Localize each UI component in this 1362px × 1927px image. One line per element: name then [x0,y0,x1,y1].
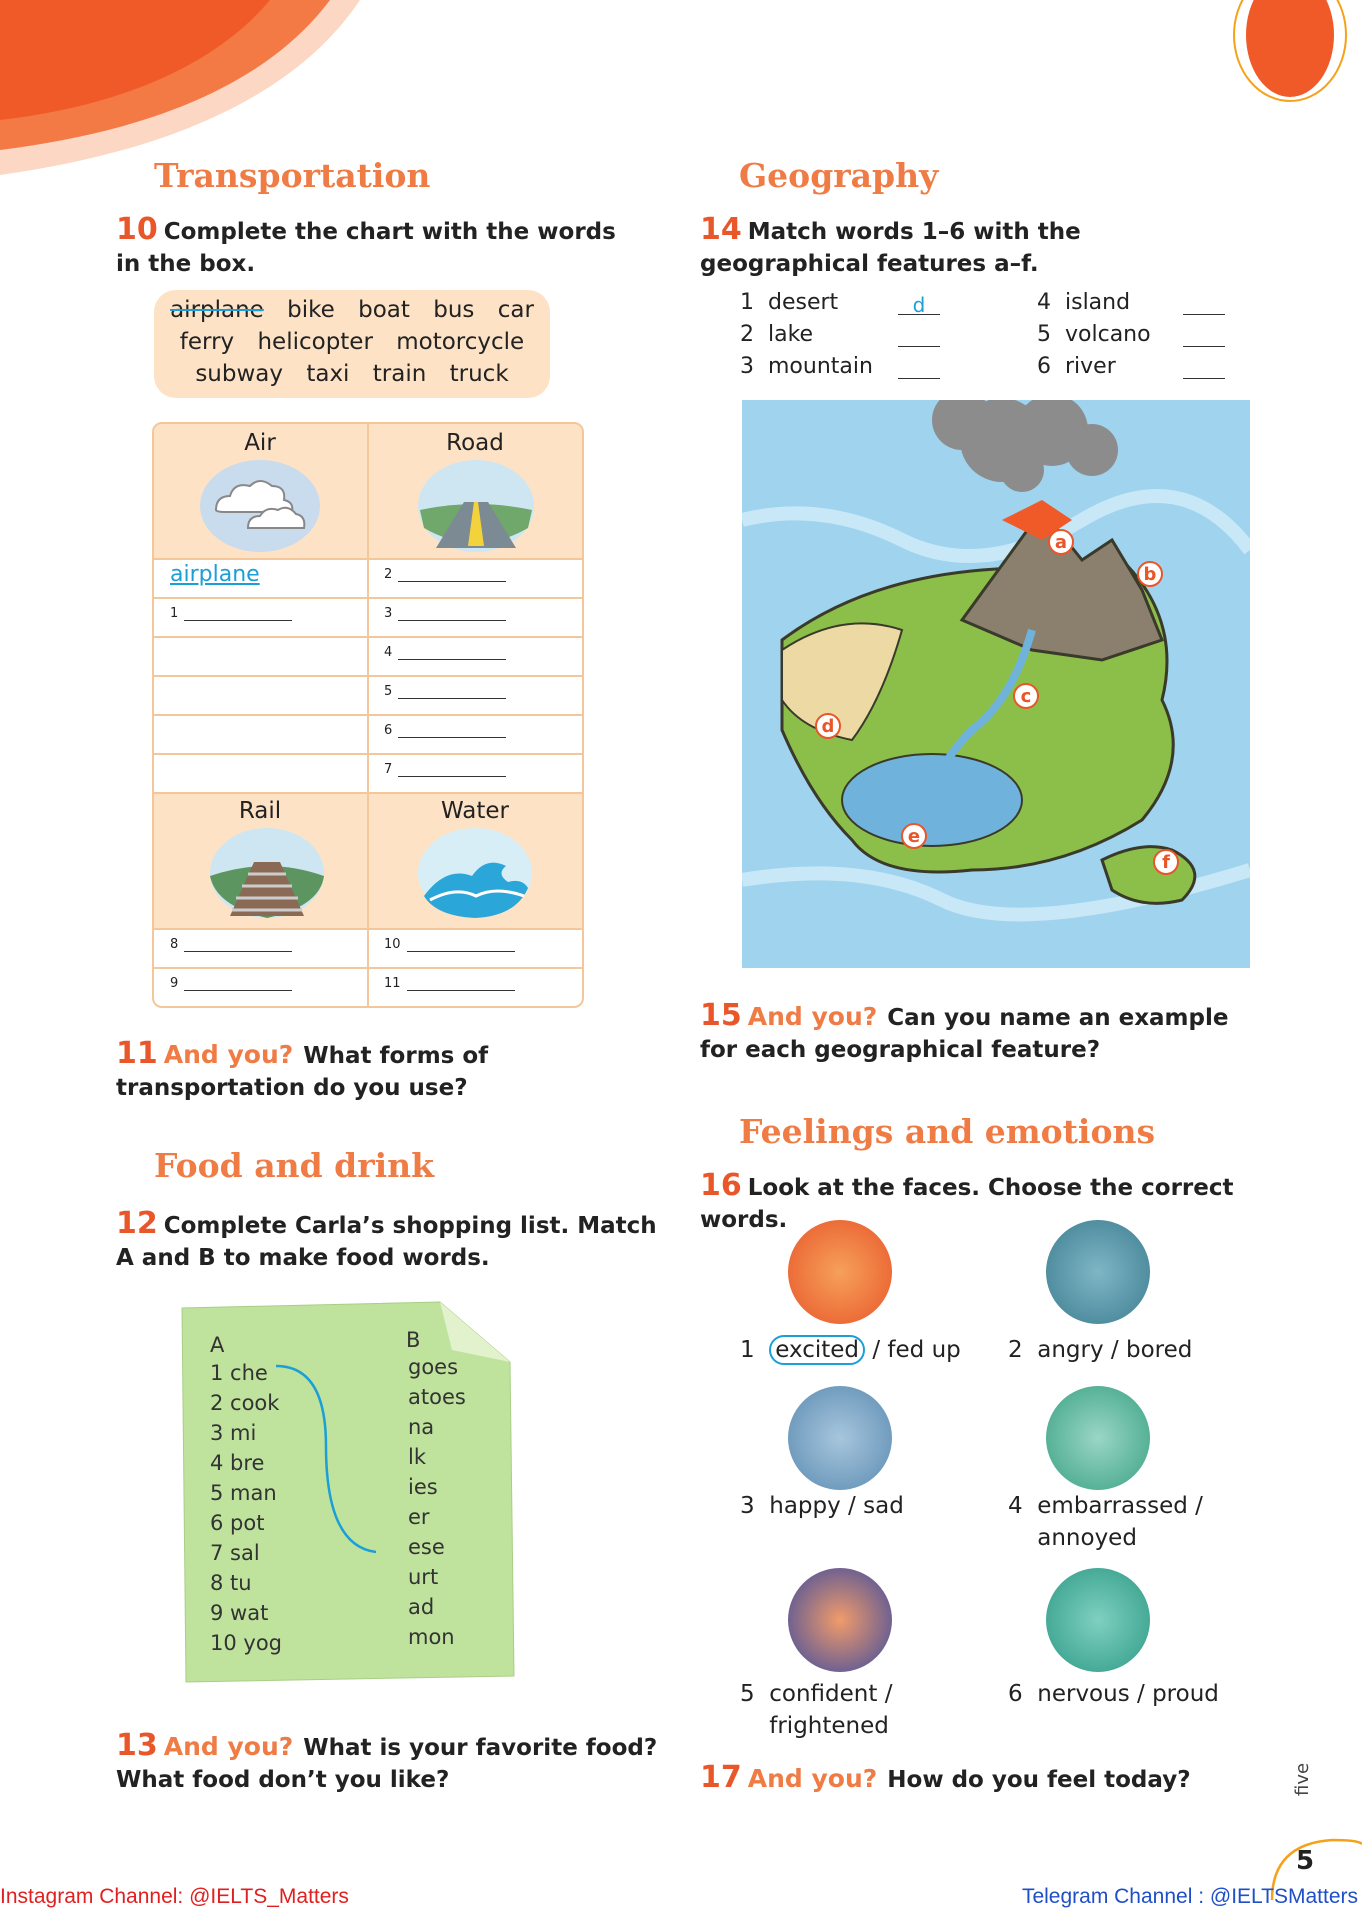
list-item: 3 mi [210,1421,257,1445]
word-subway: subway [195,361,284,387]
wave-icon [416,826,534,920]
exercise-17: 17 And you? How do you feel today? [700,1760,1191,1795]
exercise-14: 14 Match words 1–6 with the geographical features a–f. [700,212,1081,277]
map-label-b [1138,562,1162,586]
exercise-11: 11 And you? What forms of transportation do you use? [116,1036,489,1101]
exercise-11-text: What forms of transportation do you use? [116,1043,489,1101]
exercise-12: 12 Complete Carla’s shopping list. Match A and B to make food words. [116,1206,657,1271]
face-6-option-b[interactable]: proud [1152,1681,1219,1707]
word-bus: bus [433,297,475,323]
list-item: ies [408,1475,438,1499]
blank-8[interactable]: 8 [170,937,292,952]
word-train: train [372,361,427,387]
geo-answer-5[interactable] [1183,328,1225,347]
blank-5[interactable]: 5 [384,684,506,699]
svg-text:b: b [1143,564,1157,585]
footer-instagram[interactable]: Instagram Channel: @IELTS_Matters [0,1885,349,1908]
geo-answer-6[interactable] [1183,360,1225,379]
geography-title: Geography [739,156,939,195]
face-2-option-b[interactable]: bored [1125,1337,1193,1363]
blank-9[interactable]: 9 [170,976,292,991]
svg-text:f: f [1162,852,1170,873]
list-item: na [408,1415,435,1439]
list-item: 9 wat [210,1601,269,1625]
face-5-avatar [788,1568,892,1672]
exercise-14-text: Match words 1–6 with the geographical features a–f. [700,219,1081,277]
face-6-caption: 6 nervous / proud [1008,1681,1219,1707]
list-item: 7 sal [210,1541,260,1565]
list-item: goes [408,1355,459,1379]
list-item: mon [408,1625,455,1649]
rail-icon [208,826,326,920]
map-label-e [902,824,926,848]
blank-11[interactable]: 11 [384,976,515,991]
map-label-f [1154,850,1178,874]
footer-telegram[interactable]: Telegram Channel : @IELTSMatters [1021,1885,1358,1908]
transport-chart [152,422,584,1008]
geo-item-4: 4 island [1037,290,1225,315]
page-number: 5 [1296,1846,1315,1876]
list-item: ese [408,1535,445,1559]
geo-item-2: 2 lake [740,322,940,347]
list-item: 4 bre [210,1451,265,1475]
geo-item-3: 3 mountain [740,354,940,379]
page-word: five [1292,1762,1313,1796]
geo-item-6: 6 river [1037,354,1225,379]
list-item: atoes [408,1385,466,1409]
blank-1[interactable]: 1 [170,606,292,621]
list-item: 5 man [210,1481,277,1505]
note-col-a-title: A [210,1333,225,1357]
list-item: ad [408,1595,435,1619]
list-item: 6 pot [210,1511,265,1535]
island-illustration [742,400,1250,968]
face-4-option-b[interactable]: annoyed [1037,1525,1137,1551]
list-item: 8 tu [210,1571,252,1595]
blank-2[interactable]: 2 [384,567,506,582]
exercise-13: 13 And you? What is your favorite food? What food don’t you like? [116,1728,658,1793]
col-road: Road [446,430,504,456]
road-icon [416,458,536,554]
exercise-15: 15 And you? Can you name an example for each geographical feature? [700,998,1229,1063]
col-water: Water [441,798,509,824]
word-boat: boat [358,297,410,323]
face-3-caption: 3 happy / sad [740,1493,904,1519]
corner-decoration [0,0,380,180]
col-air: Air [244,430,276,456]
food-title: Food and drink [154,1146,435,1185]
exercise-12-text: Complete Carla’s shopping list. Match A and B to make food words. [116,1213,657,1271]
blank-3[interactable]: 3 [384,606,506,621]
face-3-avatar [788,1386,892,1490]
transportation-title: Transportation [154,156,431,195]
list-item: lk [408,1445,426,1469]
geo-answer-2[interactable] [898,328,940,347]
face-4-avatar [1046,1386,1150,1490]
geo-item-5: 5 volcano [1037,322,1225,347]
face-6-avatar [1046,1568,1150,1672]
exercise-10-text: Complete the chart with the words in the box. [116,219,616,277]
feelings-title: Feelings and emotions [739,1112,1156,1151]
note-col-b [408,1352,466,1652]
face-3-option-a[interactable]: happy [769,1493,841,1519]
exercise-17-text: How do you feel today? [887,1767,1191,1793]
exercise-16-text: Look at the faces. Choose the correct words. [700,1175,1234,1233]
corner-blob [1215,0,1362,110]
face-3-option-b[interactable]: sad [863,1493,904,1519]
face-2-caption: 2 angry / bored [1008,1337,1193,1363]
word-box [154,290,550,398]
blank-10[interactable]: 10 [384,937,515,952]
svg-text:a: a [1054,532,1068,553]
note-col-a [210,1358,282,1658]
cloud-icon [198,458,322,554]
face-6-option-a[interactable]: nervous [1037,1681,1130,1707]
list-item: 1 che [210,1361,268,1385]
svg-text:c: c [1020,686,1032,707]
geo-answer-4[interactable] [1183,296,1225,315]
face-4-option-a[interactable]: embarrassed [1037,1493,1188,1519]
list-item: er [408,1505,430,1529]
map-label-c [1014,684,1038,708]
list-item: urt [408,1565,439,1589]
list-item: 2 cook [210,1391,280,1415]
example-answer-airplane: airplane [170,562,260,587]
note-col-b-title: B [406,1328,421,1352]
word-bike: bike [287,297,335,323]
face-2-option-a[interactable]: angry [1037,1337,1104,1363]
word-airplane: airplane [170,297,264,323]
word-ferry: ferry [179,329,235,355]
svg-text:e: e [907,826,921,847]
face-2-avatar [1046,1220,1150,1324]
blank-4[interactable]: 4 [384,645,506,660]
face-4-caption: 4 embarrassed / annoyed [1008,1493,1203,1551]
geo-answer-3[interactable] [898,360,940,379]
exercise-15-text: Can you name an example for each geographical feature? [700,1005,1229,1063]
map-label-a [1049,530,1073,554]
word-helicopter: helicopter [257,329,373,355]
word-taxi: taxi [306,361,350,387]
face-5-caption: 5 confident / frightened [740,1681,893,1739]
blank-6[interactable]: 6 [384,723,506,738]
face-5-option-b[interactable]: frightened [769,1713,889,1739]
face-5-option-a[interactable]: confident [769,1681,878,1707]
list-item: 10 yog [210,1631,283,1655]
exercise-10: 10 Complete the chart with the words in the box. [116,212,616,277]
word-car: car [497,297,534,323]
map-label-d [816,714,840,738]
exercise-13-text: What is your favorite food? What food don’t you like? [116,1735,658,1793]
geo-answer-1[interactable]: d [898,296,940,315]
col-rail: Rail [238,798,282,824]
svg-text:d: d [821,716,835,737]
face-1-avatar [788,1220,892,1324]
exercise-16: 16 Look at the faces. Choose the correct words. [700,1168,1234,1233]
blank-7[interactable]: 7 [384,762,506,777]
word-truck: truck [449,361,509,387]
geo-item-1: 1 desert d [740,290,940,315]
word-motorcycle: motorcycle [396,329,525,355]
face-1-caption: 1 excited / fed up [740,1337,961,1363]
face-1-option-b[interactable]: fed up [887,1337,961,1363]
face-1-option-a[interactable]: excited [769,1335,865,1365]
